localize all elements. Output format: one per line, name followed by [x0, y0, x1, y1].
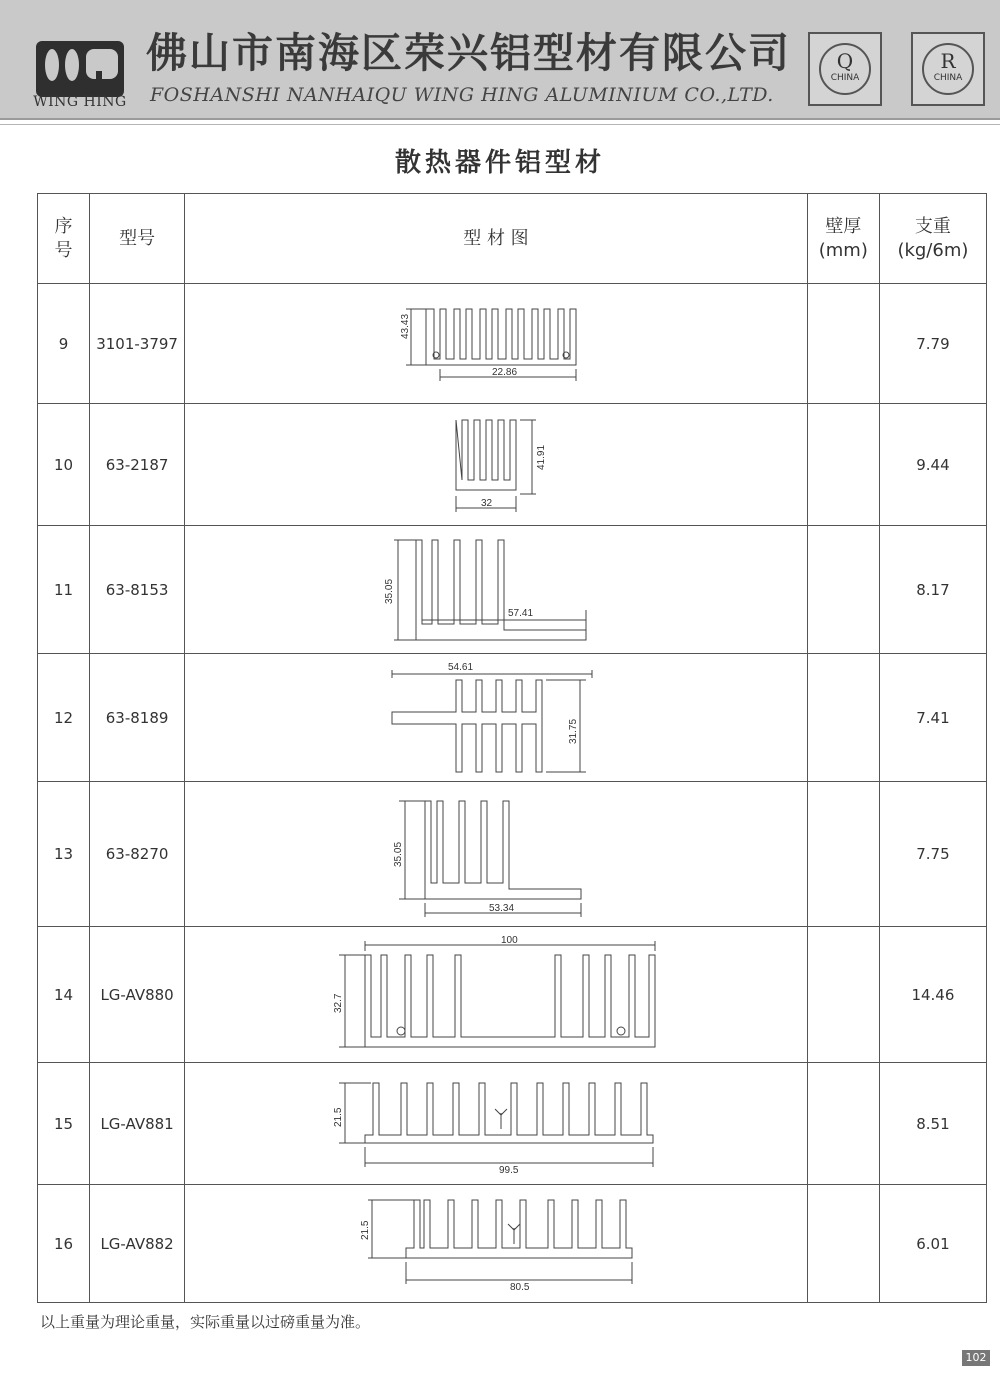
row-model: 3101-3797	[90, 284, 185, 404]
profile-drawing	[185, 654, 808, 782]
table-header-row	[38, 194, 987, 284]
header-seq: 序号	[38, 194, 90, 284]
svg-text:22.86: 22.86	[491, 366, 517, 378]
row-wall	[807, 526, 879, 654]
svg-text:21.5: 21.5	[332, 1107, 344, 1127]
svg-text:32.7: 32.7	[332, 993, 344, 1013]
svg-text:35.05: 35.05	[383, 578, 395, 604]
row-weight: 9.44	[879, 404, 986, 526]
logo-text: WING HING	[33, 94, 127, 110]
row-model: LG-AV882	[90, 1185, 185, 1303]
row-weight: 7.79	[879, 284, 986, 404]
profile-drawing-10	[436, 410, 556, 520]
svg-text:54.61: 54.61	[447, 661, 473, 673]
table-row	[38, 927, 987, 1063]
company-name-en: FOSHANSHI NANHAIQU WING HING ALUMINIUM CO.,LTD.	[150, 84, 774, 106]
row-seq: 11	[38, 526, 90, 654]
svg-text:99.5: 99.5	[498, 1164, 519, 1176]
profile-drawing-16	[356, 1192, 636, 1296]
footnote: 以上重量为理论重量，实际重量以过磅重量为准。	[40, 1313, 371, 1331]
row-weight: 14.46	[879, 927, 986, 1063]
svg-text:53.34: 53.34	[488, 903, 514, 914]
profile-drawing	[185, 404, 808, 526]
header-model: 型号	[90, 194, 185, 284]
row-seq: 14	[38, 927, 90, 1063]
row-wall	[807, 1185, 879, 1303]
row-model: LG-AV881	[90, 1063, 185, 1185]
row-model: 63-8153	[90, 526, 185, 654]
row-weight: 6.01	[879, 1185, 986, 1303]
header-wall: 壁厚 (mm)	[807, 194, 879, 284]
row-wall	[807, 284, 879, 404]
svg-text:41.91: 41.91	[535, 444, 547, 470]
header-weight: 支重 (kg/6m)	[879, 194, 986, 284]
table-row	[38, 1063, 987, 1185]
row-wall	[807, 1063, 879, 1185]
profile-drawing	[185, 927, 808, 1063]
row-wall	[807, 782, 879, 927]
table-row	[38, 404, 987, 526]
row-seq: 13	[38, 782, 90, 927]
row-wall	[807, 404, 879, 526]
profile-drawing	[185, 526, 808, 654]
page-title: 散热器件铝型材	[394, 148, 605, 178]
profile-drawing	[185, 1063, 808, 1185]
profile-drawing-15	[331, 1069, 661, 1179]
header-divider	[0, 124, 1000, 125]
svg-text:57.41: 57.41	[507, 607, 533, 619]
row-seq: 10	[38, 404, 90, 526]
header-drawing: 型 材 图	[185, 194, 808, 284]
profile-drawing	[185, 284, 808, 404]
profile-drawing-11	[383, 534, 606, 646]
table-row	[38, 526, 987, 654]
row-seq: 16	[38, 1185, 90, 1303]
table-row	[38, 284, 987, 404]
profile-drawing-12	[386, 660, 606, 776]
company-name-cn: 佛山市南海区荣兴铝型材有限公司	[146, 29, 791, 77]
row-weight: 8.17	[879, 526, 986, 654]
svg-text:35.05: 35.05	[392, 841, 404, 867]
svg-text:32: 32	[480, 497, 493, 509]
page-number: 102	[962, 1350, 990, 1366]
row-weight: 8.51	[879, 1063, 986, 1185]
quality-badge-q: Q CHINA	[808, 32, 882, 106]
svg-text:80.5: 80.5	[509, 1281, 530, 1293]
row-wall	[807, 654, 879, 782]
svg-text:31.75: 31.75	[567, 718, 579, 744]
row-seq: 12	[38, 654, 90, 782]
row-model: 63-8270	[90, 782, 185, 927]
profile-drawing-14	[331, 933, 661, 1057]
row-seq: 15	[38, 1063, 90, 1185]
profile-drawing	[185, 1185, 808, 1303]
row-weight: 7.41	[879, 654, 986, 782]
row-model: 63-8189	[90, 654, 185, 782]
row-weight: 7.75	[879, 782, 986, 927]
table-row	[38, 782, 987, 927]
row-seq: 9	[38, 284, 90, 404]
profile-drawing-9	[396, 299, 596, 389]
svg-text:43.43: 43.43	[399, 313, 411, 339]
svg-text:21.5: 21.5	[359, 1220, 371, 1240]
table-row	[38, 654, 987, 782]
profile-table	[37, 193, 987, 1303]
table-row	[38, 1185, 987, 1303]
quality-badge-r: R CHINA	[911, 32, 985, 106]
svg-text:100: 100	[500, 934, 518, 946]
row-model: LG-AV880	[90, 927, 185, 1063]
profile-drawing	[185, 782, 808, 927]
row-wall	[807, 927, 879, 1063]
profile-drawing-13	[391, 787, 601, 921]
row-model: 63-2187	[90, 404, 185, 526]
